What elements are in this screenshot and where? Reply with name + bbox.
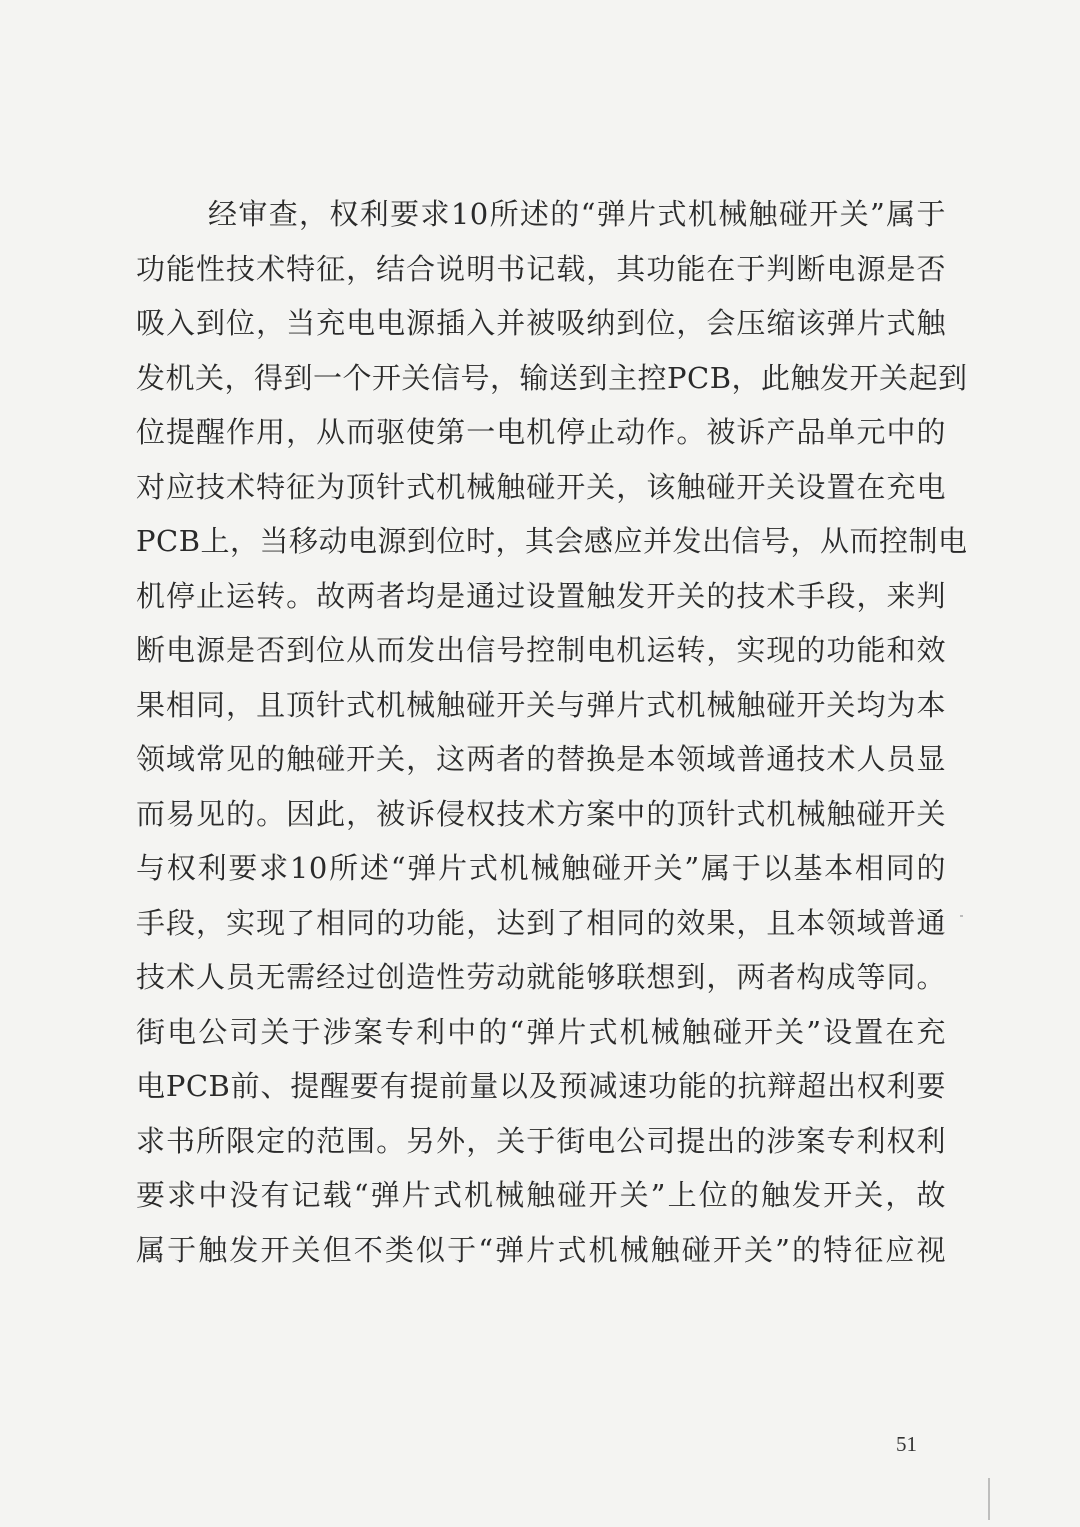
text-line: 手段，实现了相同的功能，达到了相同的效果，且本领域普通 (136, 905, 946, 940)
body-text (136, 187, 968, 1277)
text-line: 与权利要求10所述“弹片式机械触碰开关”属于以基本相同的 (136, 851, 946, 885)
scan-edge-mark (988, 1478, 990, 1520)
text-line: PCB上，当移动电源到位时，其会感应并发出信号，从而控制电 (136, 524, 968, 558)
text-line: 功能性技术特征，结合说明书记载，其功能在于判断电源是否 (136, 251, 946, 286)
text-line: 电PCB前、提醒要有提前量以及预减速功能的抗辩超出权利要 (136, 1069, 946, 1103)
text-line: 机停止运转。故两者均是通过设置触发开关的技术手段，来判 (136, 578, 946, 613)
page-number: 51 (896, 1432, 917, 1456)
text-line: 对应技术特征为顶针式机械触碰开关，该触碰开关设置在充电 (136, 469, 946, 504)
text-line: 街电公司关于涉案专利中的“弹片式机械触碰开关”设置在充 (136, 1014, 946, 1049)
text-line: 而易见的。因此，被诉侵权技术方案中的顶针式机械触碰开关 (136, 796, 946, 831)
text-line: 求书所限定的范围。另外，关于街电公司提出的涉案专利权利 (136, 1123, 946, 1158)
scan-artifact (960, 915, 963, 917)
text-line: 断电源是否到位从而发出信号控制电机运转，实现的功能和效 (136, 633, 946, 667)
text-line: 果相同，且顶针式机械触碰开关与弹片式机械触碰开关均为本 (136, 687, 946, 722)
text-line: 属于触发开关但不类似于“弹片式机械触碰开关”的特征应视 (136, 1232, 946, 1267)
text-line: 技术人员无需经过创造性劳动就能够联想到，两者构成等同。 (136, 960, 946, 994)
text-line: 领域常见的触碰开关，这两者的替换是本领域普通技术人员显 (136, 742, 946, 776)
text-line: 要求中没有记载“弹片式机械触碰开关”上位的触发开关，故 (136, 1178, 946, 1212)
text-line: 发机关，得到一个开关信号，输送到主控PCB，此触发开关起到 (136, 360, 968, 395)
text-line: 位提醒作用，从而驱使第一电机停止动作。被诉产品单元中的 (136, 415, 946, 449)
text-line: 吸入到位，当充电电源插入并被吸纳到位，会压缩该弹片式触 (136, 306, 946, 340)
text-line: 经审查，权利要求10所述的“弹片式机械触碰开关”属于 (208, 197, 946, 231)
